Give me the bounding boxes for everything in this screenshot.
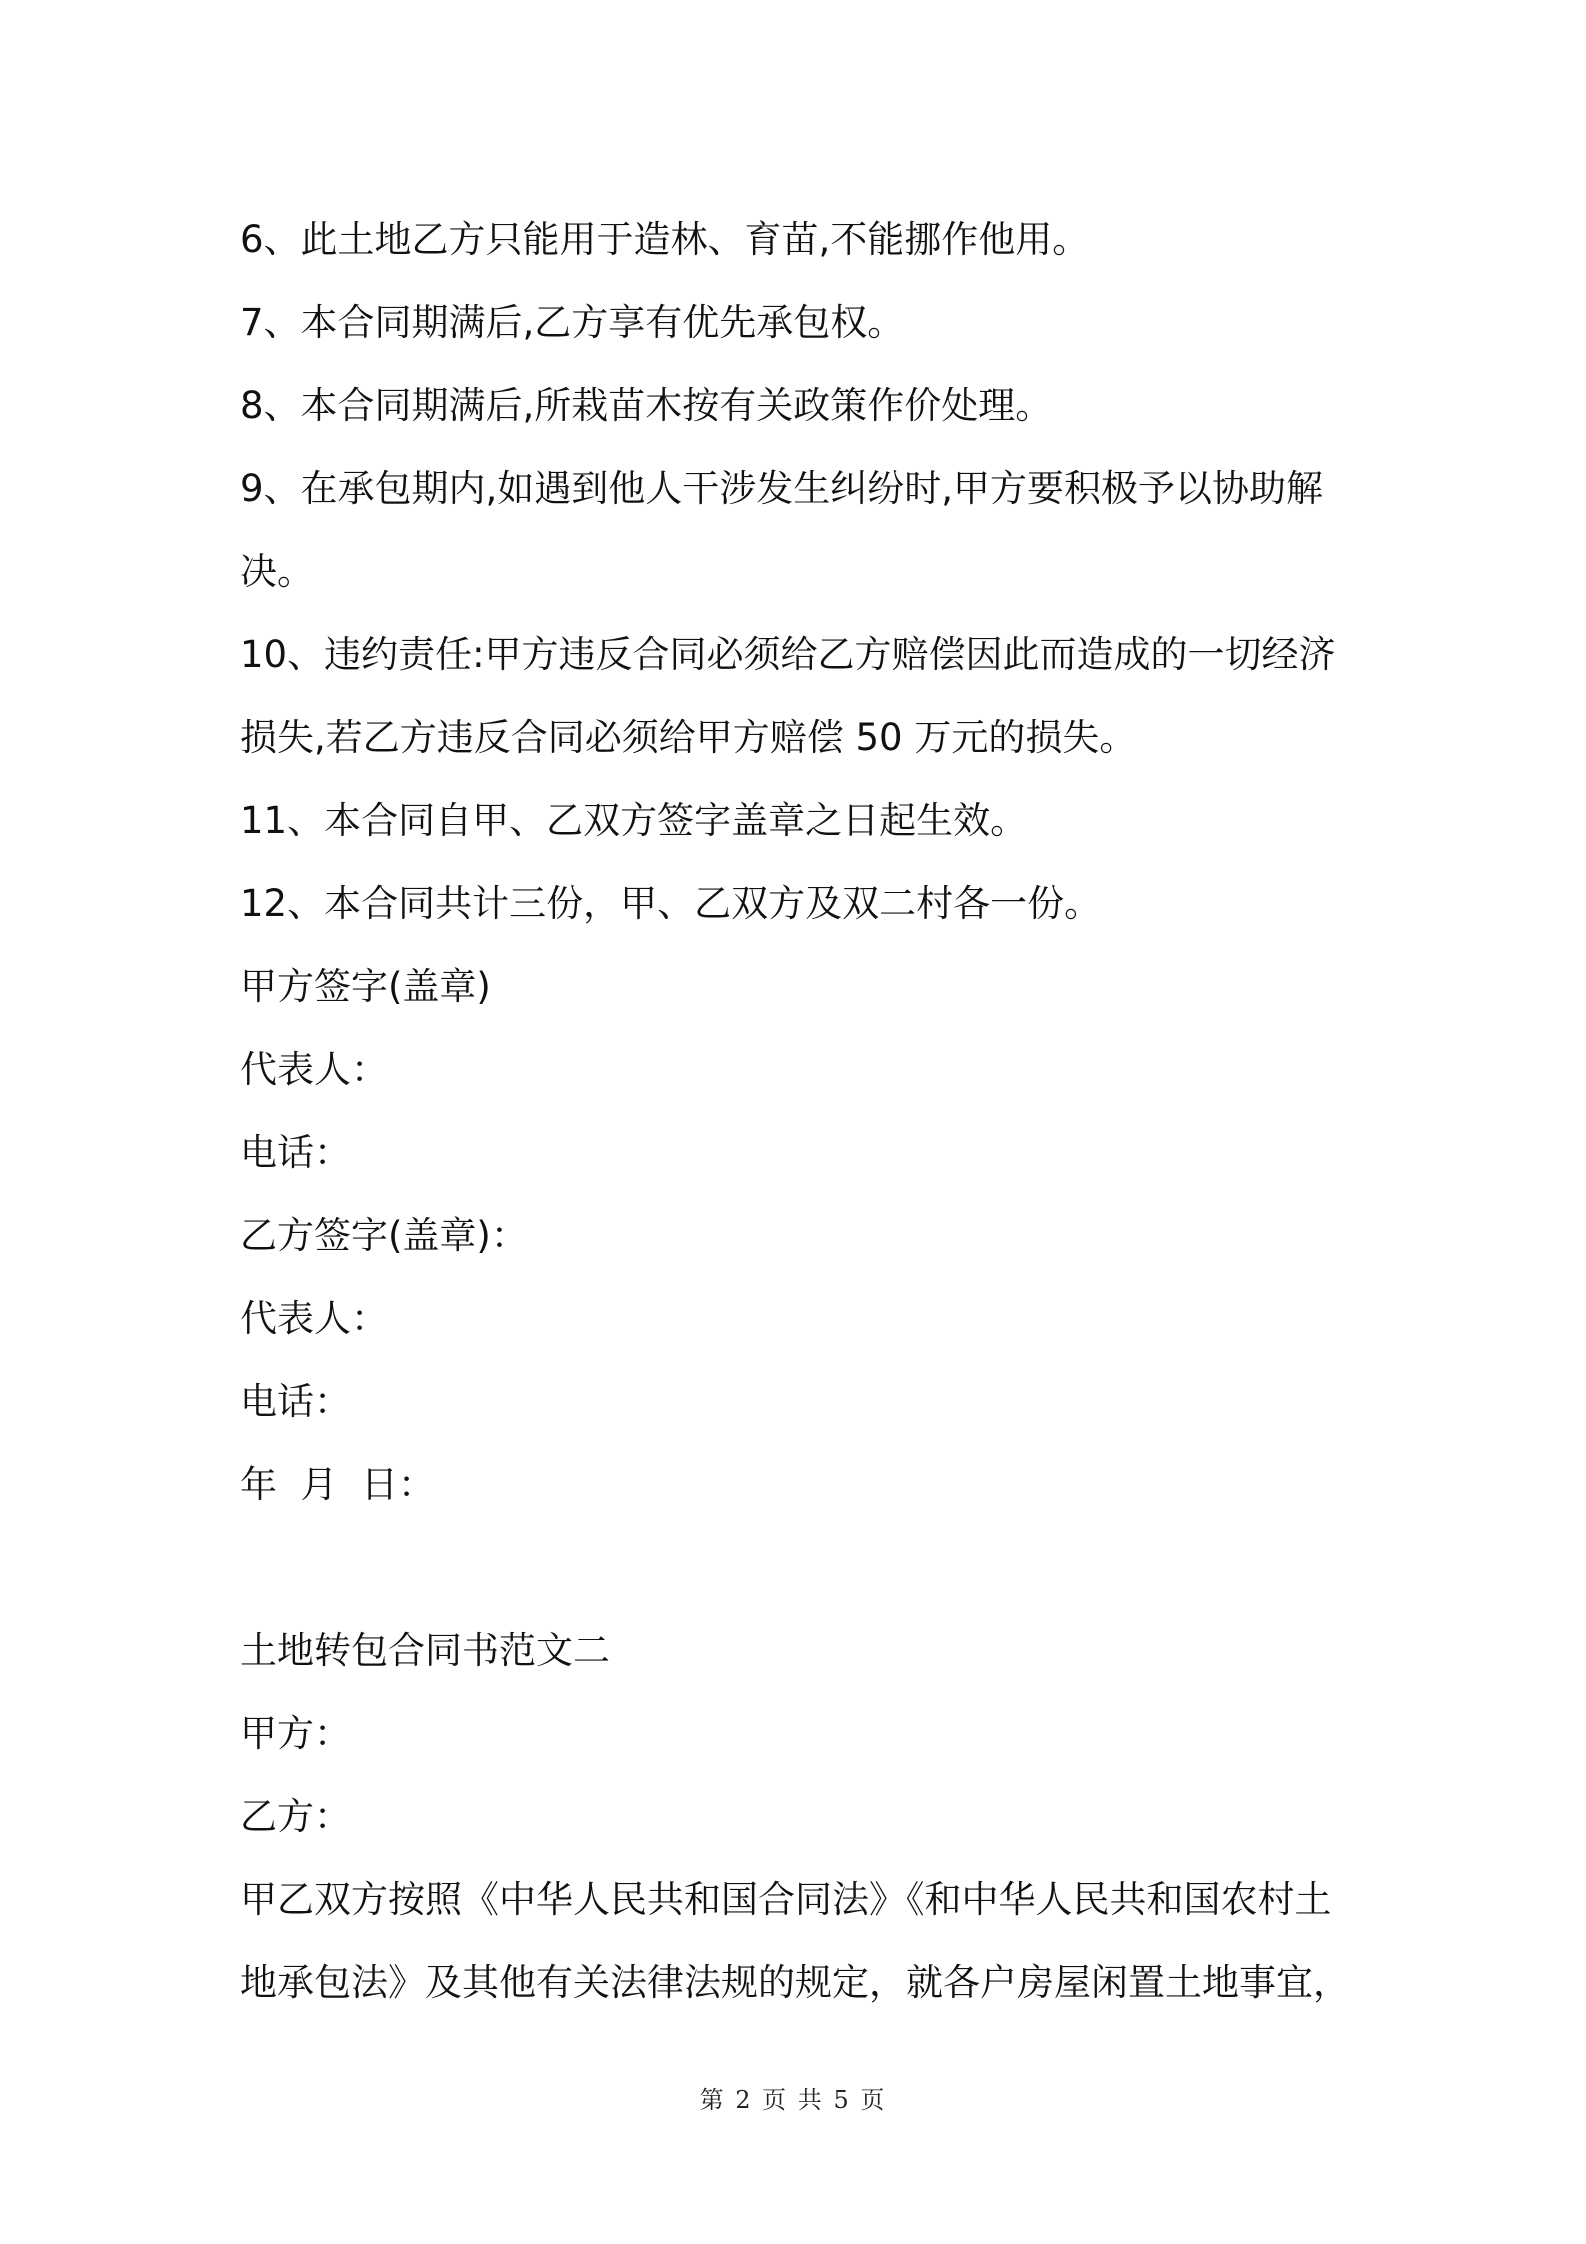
page-number-footer: 第 2 页 共 5 页 <box>699 2086 887 2114</box>
party-a-representative-label: 代表人： <box>240 1048 388 1091</box>
clause-12: 12、本合同共计三份，甲、乙双方及双二村各一份。 <box>240 882 1102 925</box>
section-title: 土地转包合同书范文二 <box>240 1629 610 1672</box>
clause-6: 6、此土地乙方只能用于造林、育苗,不能挪作他用。 <box>240 218 1090 261</box>
party-a-signature-label: 甲方签字(盖章) <box>240 965 491 1008</box>
date-label: 年 月 日： <box>240 1463 436 1506</box>
clause-11: 11、本合同自甲、乙双方签字盖章之日起生效。 <box>240 799 1028 842</box>
clause-7: 7、本合同期满后,乙方享有优先承包权。 <box>240 301 905 344</box>
party-b-signature-label: 乙方签字(盖章)： <box>240 1214 528 1257</box>
clause-9-line-2: 决。 <box>240 550 314 593</box>
clause-10-line-1: 10、违约责任:甲方违反合同必须给乙方赔偿因此而造成的一切经济 <box>240 633 1336 676</box>
clause-8: 8、本合同期满后,所栽苗木按有关政策作价处理。 <box>240 384 1053 427</box>
party-b-phone-label: 电话： <box>240 1380 351 1423</box>
preamble-line-1: 甲乙双方按照《中华人民共和国合同法》《和中华人民共和国农村土 <box>240 1878 1332 1921</box>
clause-10-line-2: 损失,若乙方违反合同必须给甲方赔偿 50 万元的损失。 <box>240 716 1137 759</box>
party-a-label: 甲方： <box>240 1712 351 1755</box>
party-b-label: 乙方： <box>240 1795 351 1838</box>
party-a-phone-label: 电话： <box>240 1131 351 1174</box>
preamble-line-2: 地承包法》及其他有关法律法规的规定，就各户房屋闲置土地事宜， <box>240 1961 1350 2004</box>
party-b-representative-label: 代表人： <box>240 1297 388 1340</box>
document-body <box>240 198 1360 2024</box>
clause-9-line-1: 9、在承包期内,如遇到他人干涉发生纠纷时,甲方要积极予以协助解 <box>240 467 1324 510</box>
blank-line <box>240 1526 1360 1609</box>
